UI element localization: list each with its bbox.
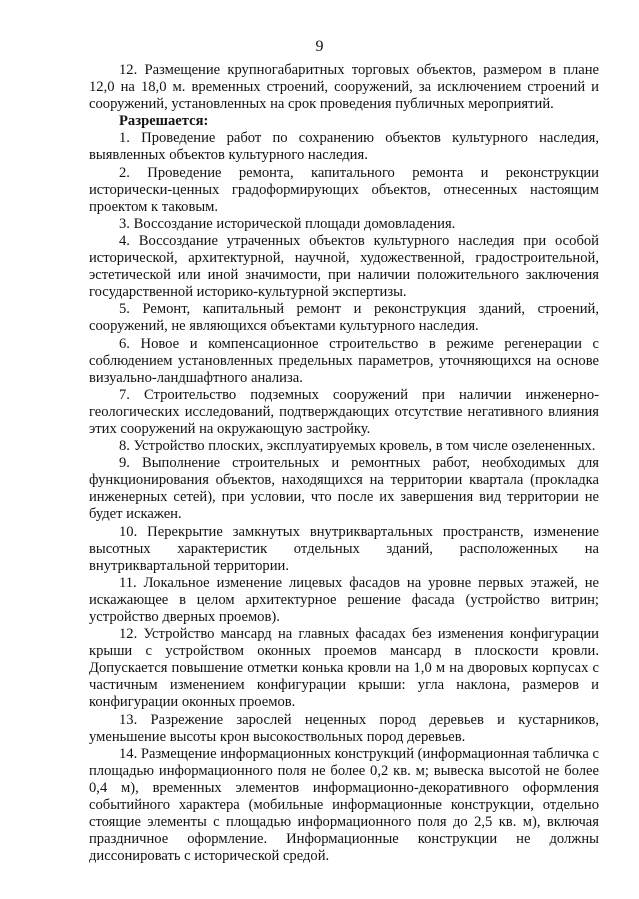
paragraph-allowed-3: 3. Воссоздание исторической площади домовладения.: [119, 215, 456, 232]
section-heading-allowed: Разрешается:: [119, 113, 209, 130]
paragraph-allowed-1: 1. Проведение работ по сохранению объектов культурного наследия, выявленных объектов культурного наследия.: [89, 130, 599, 164]
paragraph-prohibited-12: 12. Размещение крупногабаритных торговых объектов, размером в плане 12,0 на 18,0 м. временных строений, сооружений, за исключением строений и сооружений, установленных на срок проведения публичных мероприятий.: [89, 62, 599, 113]
paragraph-allowed-7: 7. Строительство подземных сооружений при наличии инженерно-геологических исследований, подтверждающих отсутствие негативного влияния этих сооружений на окружающую застройку.: [89, 386, 599, 437]
document-body: [89, 62, 599, 865]
paragraph-allowed-8: 8. Устройство плоских, эксплуатируемых кровель, в том числе озелененных.: [119, 438, 596, 455]
page-number: 9: [315, 38, 324, 55]
paragraph-allowed-5: 5. Ремонт, капитальный ремонт и реконструкция зданий, строений, сооружений, не являющихся объектами культурного наследия.: [89, 301, 599, 335]
paragraph-allowed-12: 12. Устройство мансард на главных фасадах без изменения конфигурации крыши с устройством оконных проемов мансард в плоскости кровли. Допускается повышение отметки конька кровли на 1,0 м на дворовых корпусах с частичным изменением конфигурации крыши: угла наклона, размеров и конфигурации оконных проемов.: [89, 626, 599, 711]
paragraph-allowed-13: 13. Разрежение зарослей неценных пород деревьев и кустарников, уменьшение высоты крон высокоствольных пород деревьев.: [89, 711, 599, 745]
paragraph-allowed-6: 6. Новое и компенсационное строительство в режиме регенерации с соблюдением установленных предельных параметров, уточняющихся на основе визуально-ландшафтного анализа.: [89, 335, 599, 386]
paragraph-allowed-11: 11. Локальное изменение лицевых фасадов на уровне первых этажей, не искажающее в целом архитектурное решение фасада (устройство витрин; устройство дверных проемов).: [89, 574, 599, 625]
paragraph-allowed-9: 9. Выполнение строительных и ремонтных работ, необходимых для функционирования объектов, находящихся на территории квартала (прокладка инженерных сетей), при условии, что после их завершения вид территории не будет искажен.: [89, 455, 599, 523]
paragraph-allowed-4: 4. Воссоздание утраченных объектов культурного наследия при особой исторической, архитектурной, научной, художественной, градостроительной, эстетической или иной значимости, при наличии положительного заключения государственной историко-культурной экспертизы.: [89, 232, 599, 301]
paragraph-allowed-14: 14. Размещение информационных конструкций (информационная табличка с площадью информационного поля не более 0,2 кв. м; вывеска высотой не более 0,4 м), временных элементов информационно-декоративного оформления событийного характера (мобильные информационные конструкции, отдельно стоящие элементы с площадью информационного поля до 2,5 кв. м), включая праздничное оформление. Информационные конструкции не должны диссонировать с исторической средой.: [89, 745, 599, 865]
paragraph-allowed-10: 10. Перекрытие замкнутых внутриквартальных пространств, изменение высотных характеристик отдельных зданий, расположенных на внутриквартальной территории.: [89, 523, 599, 574]
paragraph-allowed-2: 2. Проведение ремонта, капитального ремонта и реконструкции исторически-ценных градоформирующих объектов, отнесенных настоящим проектом к таковым.: [89, 164, 599, 215]
